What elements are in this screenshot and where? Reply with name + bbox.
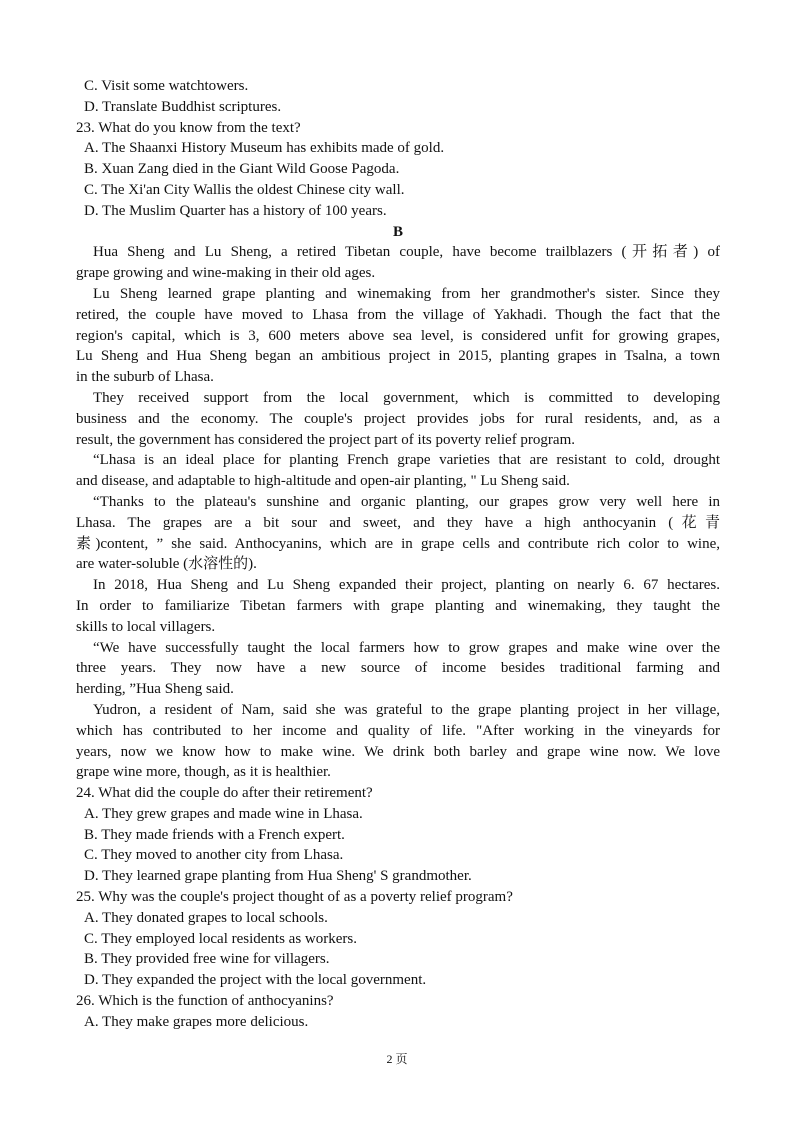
q26-option-a: A. They make grapes more delicious.	[84, 1013, 309, 1030]
paragraph-line: In 2018, Hua Sheng and Lu Sheng expanded their project, planting on nearly 6. 67 hectares.	[93, 577, 720, 594]
q25-option-b: B. They provided free wine for villagers.	[84, 951, 330, 968]
paragraph-line: region's capital, which is 3, 600 meters above sea level, is considered unfit for growing grapes,	[76, 327, 720, 344]
paragraph-line: which has contributed to her income and quality of life. "After working in the vineyards for	[76, 722, 720, 739]
q22-option-d: D. Translate Buddhist scriptures.	[84, 98, 282, 115]
paragraph-line: grape growing and wine-making in their old ages.	[76, 265, 376, 282]
q25-question: 25. Why was the couple's project thought of as a poverty relief program?	[76, 889, 513, 906]
q24-option-a: A. They grew grapes and made wine in Lhasa.	[84, 805, 363, 822]
paragraph-line: are water-soluble (水溶性的).	[76, 556, 257, 573]
paragraph-line: years, now we know how to make wine. We drink both barley and grape wine now. We love	[76, 743, 720, 760]
page-number: 2 页	[386, 1052, 408, 1066]
q25-option-c: C. They employed local residents as workers.	[84, 930, 357, 947]
paragraph-line: They received support from the local government, which is committed to developing	[93, 389, 720, 406]
paragraph-line: three years. They now have a new source of income besides traditional farming and	[76, 660, 720, 677]
paragraph-line: skills to local villagers.	[76, 618, 216, 635]
paragraph-line: retired, the couple have moved to Lhasa from the village of Yakhadi. Though the fact that the	[76, 306, 720, 323]
q24-option-d: D. They learned grape planting from Hua Sheng' S grandmother.	[84, 868, 472, 885]
paragraph-line: herding, ”Hua Sheng said.	[76, 681, 234, 698]
q26-question: 26. Which is the function of anthocyanins?	[76, 993, 334, 1010]
paragraph-line: and disease, and adaptable to high-altitude and open-air planting, " Lu Sheng said.	[76, 473, 570, 490]
q24-option-c: C. They moved to another city from Lhasa.	[84, 847, 344, 864]
q25-option-a: A. They donated grapes to local schools.	[84, 909, 328, 926]
paragraph-line: in the suburb of Lhasa.	[76, 369, 214, 386]
q25-option-d: D. They expanded the project with the local government.	[84, 972, 427, 989]
paragraph-line: In order to familiarize Tibetan farmers with grape planting and winemaking, they taught the	[76, 597, 720, 614]
page-content	[76, 76, 720, 1033]
paragraph-line: 素)content, ” she said. Anthocyanins, which are in grape cells and contribute rich color to wine,	[76, 535, 720, 552]
paragraph-line: business and the economy. The couple's project provides jobs for rural residents, and, as a	[76, 410, 720, 427]
paragraph-line: “Lhasa is an ideal place for planting French grape varieties that are resistant to cold, drought	[93, 452, 720, 469]
paragraph-line: Lu Sheng learned grape planting and winemaking from her grandmother's sister. Since they	[93, 285, 720, 302]
passage-heading: B	[392, 223, 403, 240]
paragraph-line: result, the government has considered the project part of its poverty relief program.	[76, 431, 575, 448]
q23-option-a: A. The Shaanxi History Museum has exhibits made of gold.	[84, 140, 445, 157]
q23-option-b: B. Xuan Zang died in the Giant Wild Goose Pagoda.	[84, 161, 400, 178]
q23-option-d: D. The Muslim Quarter has a history of 100 years.	[84, 202, 387, 219]
q24-question: 24. What did the couple do after their retirement?	[76, 785, 373, 802]
paragraph-line: “We have successfully taught the local farmers how to grow grapes and make wine over the	[93, 639, 720, 656]
paragraph-line: grape wine more, though, as it is healthier.	[76, 764, 331, 781]
paragraph-line: Yudron, a resident of Nam, said she was grateful to the grape planting project in her village,	[93, 701, 720, 718]
q23-option-c: C. The Xi'an City Wallis the oldest Chinese city wall.	[84, 181, 405, 198]
q23-question: 23. What do you know from the text?	[76, 119, 301, 136]
paragraph-line: Lhasa. The grapes are a bit sour and sweet, and they have a high anthocyanin (花青	[76, 514, 720, 531]
q22-option-c: C. Visit some watchtowers.	[84, 78, 249, 94]
paragraph-line: Hua Sheng and Lu Sheng, a retired Tibetan couple, have become trailblazers (开拓者) of	[93, 244, 720, 261]
q24-option-b: B. They made friends with a French expert.	[84, 826, 345, 843]
paragraph-line: “Thanks to the plateau's sunshine and organic planting, our grapes grow very well here in	[93, 493, 720, 510]
paragraph-line: Lu Sheng and Hua Sheng began an ambitious project in 2015, planting grapes in Tsalna, a town	[76, 348, 720, 365]
